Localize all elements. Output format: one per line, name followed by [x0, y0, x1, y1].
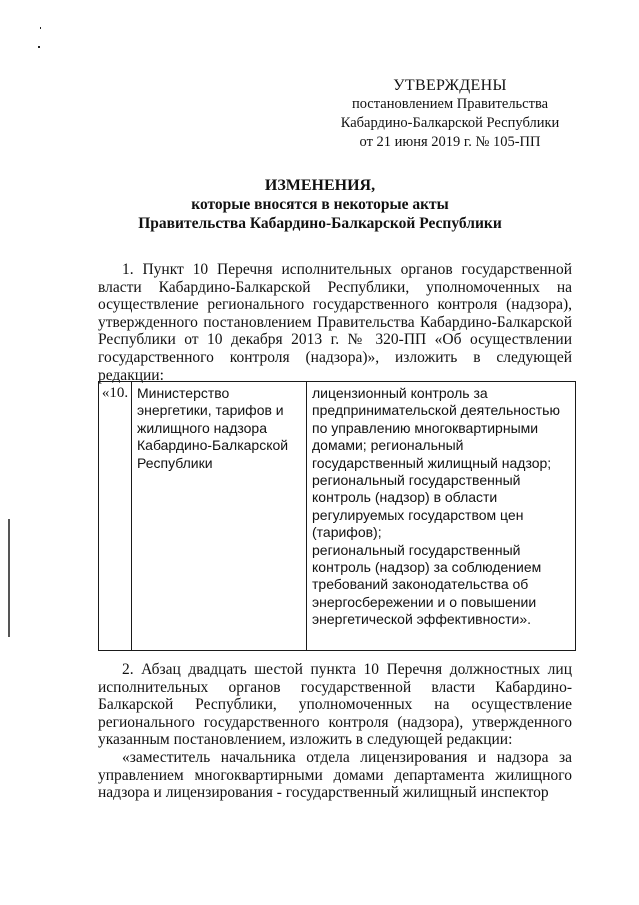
- document-title: [80, 176, 560, 233]
- approval-line-1: постановлением Правительства: [351, 96, 549, 112]
- scan-mark-edge: [8, 519, 10, 637]
- approval-heading: УТВЕРЖДЕНЫ: [393, 77, 507, 94]
- approval-line-2: Кабардино-Балкарской Республики: [340, 115, 560, 131]
- organ-name: Министерство энергетики, тарифов и жилищного надзора Кабардино-Балкарской Республики: [132, 382, 307, 651]
- item-number: «10.: [99, 382, 132, 651]
- amendment-table: [98, 381, 576, 651]
- approval-block: [300, 76, 600, 152]
- control-functions: [307, 382, 576, 651]
- title-line-2: которые вносятся в некоторые акты: [191, 196, 449, 213]
- table-row: [99, 382, 576, 651]
- approval-line-3: от 21 июня 2019 г. № 105-ПП: [359, 134, 541, 150]
- scan-mark-top: [38, 46, 40, 48]
- title-line-1: ИЗМЕНЕНИЯ,: [264, 177, 376, 194]
- paragraph-2: 2. Абзац двадцать шестой пункта 10 Перечня должностных лиц исполнительных органов государственной власти Кабардино-Балкарской Республики, уполномоченных на осуществление регионального государственного контроля (надзора), утвержденного указанным постановлением, изложить в следующей редакции:: [98, 661, 572, 749]
- paragraph-3: «заместитель начальника отдела лицензирования и надзора за управлением многоквартирными домами департамента жилищного надзора и лицензирования - государственный жилищный инспектор: [98, 749, 572, 802]
- function-item: лицензионный контроль за предпринимательской деятельностью по управлению многоквартирными домами; региональный государственный жилищный надзор;: [312, 385, 560, 471]
- scan-mark-top-2: [40, 27, 41, 29]
- title-line-3: Правительства Кабардино-Балкарской Республики: [138, 215, 502, 232]
- function-item: региональный государственный контроль (надзор) за соблюдением требований законодательства об энергосбережении и о повышении энергетической эффективности».: [312, 541, 542, 628]
- paragraph-1: 1. Пункт 10 Перечня исполнительных органов государственной власти Кабардино-Балкарской Республики, уполномоченных на осуществление регионального государственного контроля (надзора), утвержденного постановлением Правительства Кабардино-Балкарской Республики от 10 декабря 2013 г. № 320-ПП «Об осуществлении государственного контроля (надзора)», изложить в следующей редакции:: [98, 261, 572, 384]
- function-item: региональный государственный контроль (надзор) в области регулируемых государством цен (тарифов);: [312, 472, 524, 541]
